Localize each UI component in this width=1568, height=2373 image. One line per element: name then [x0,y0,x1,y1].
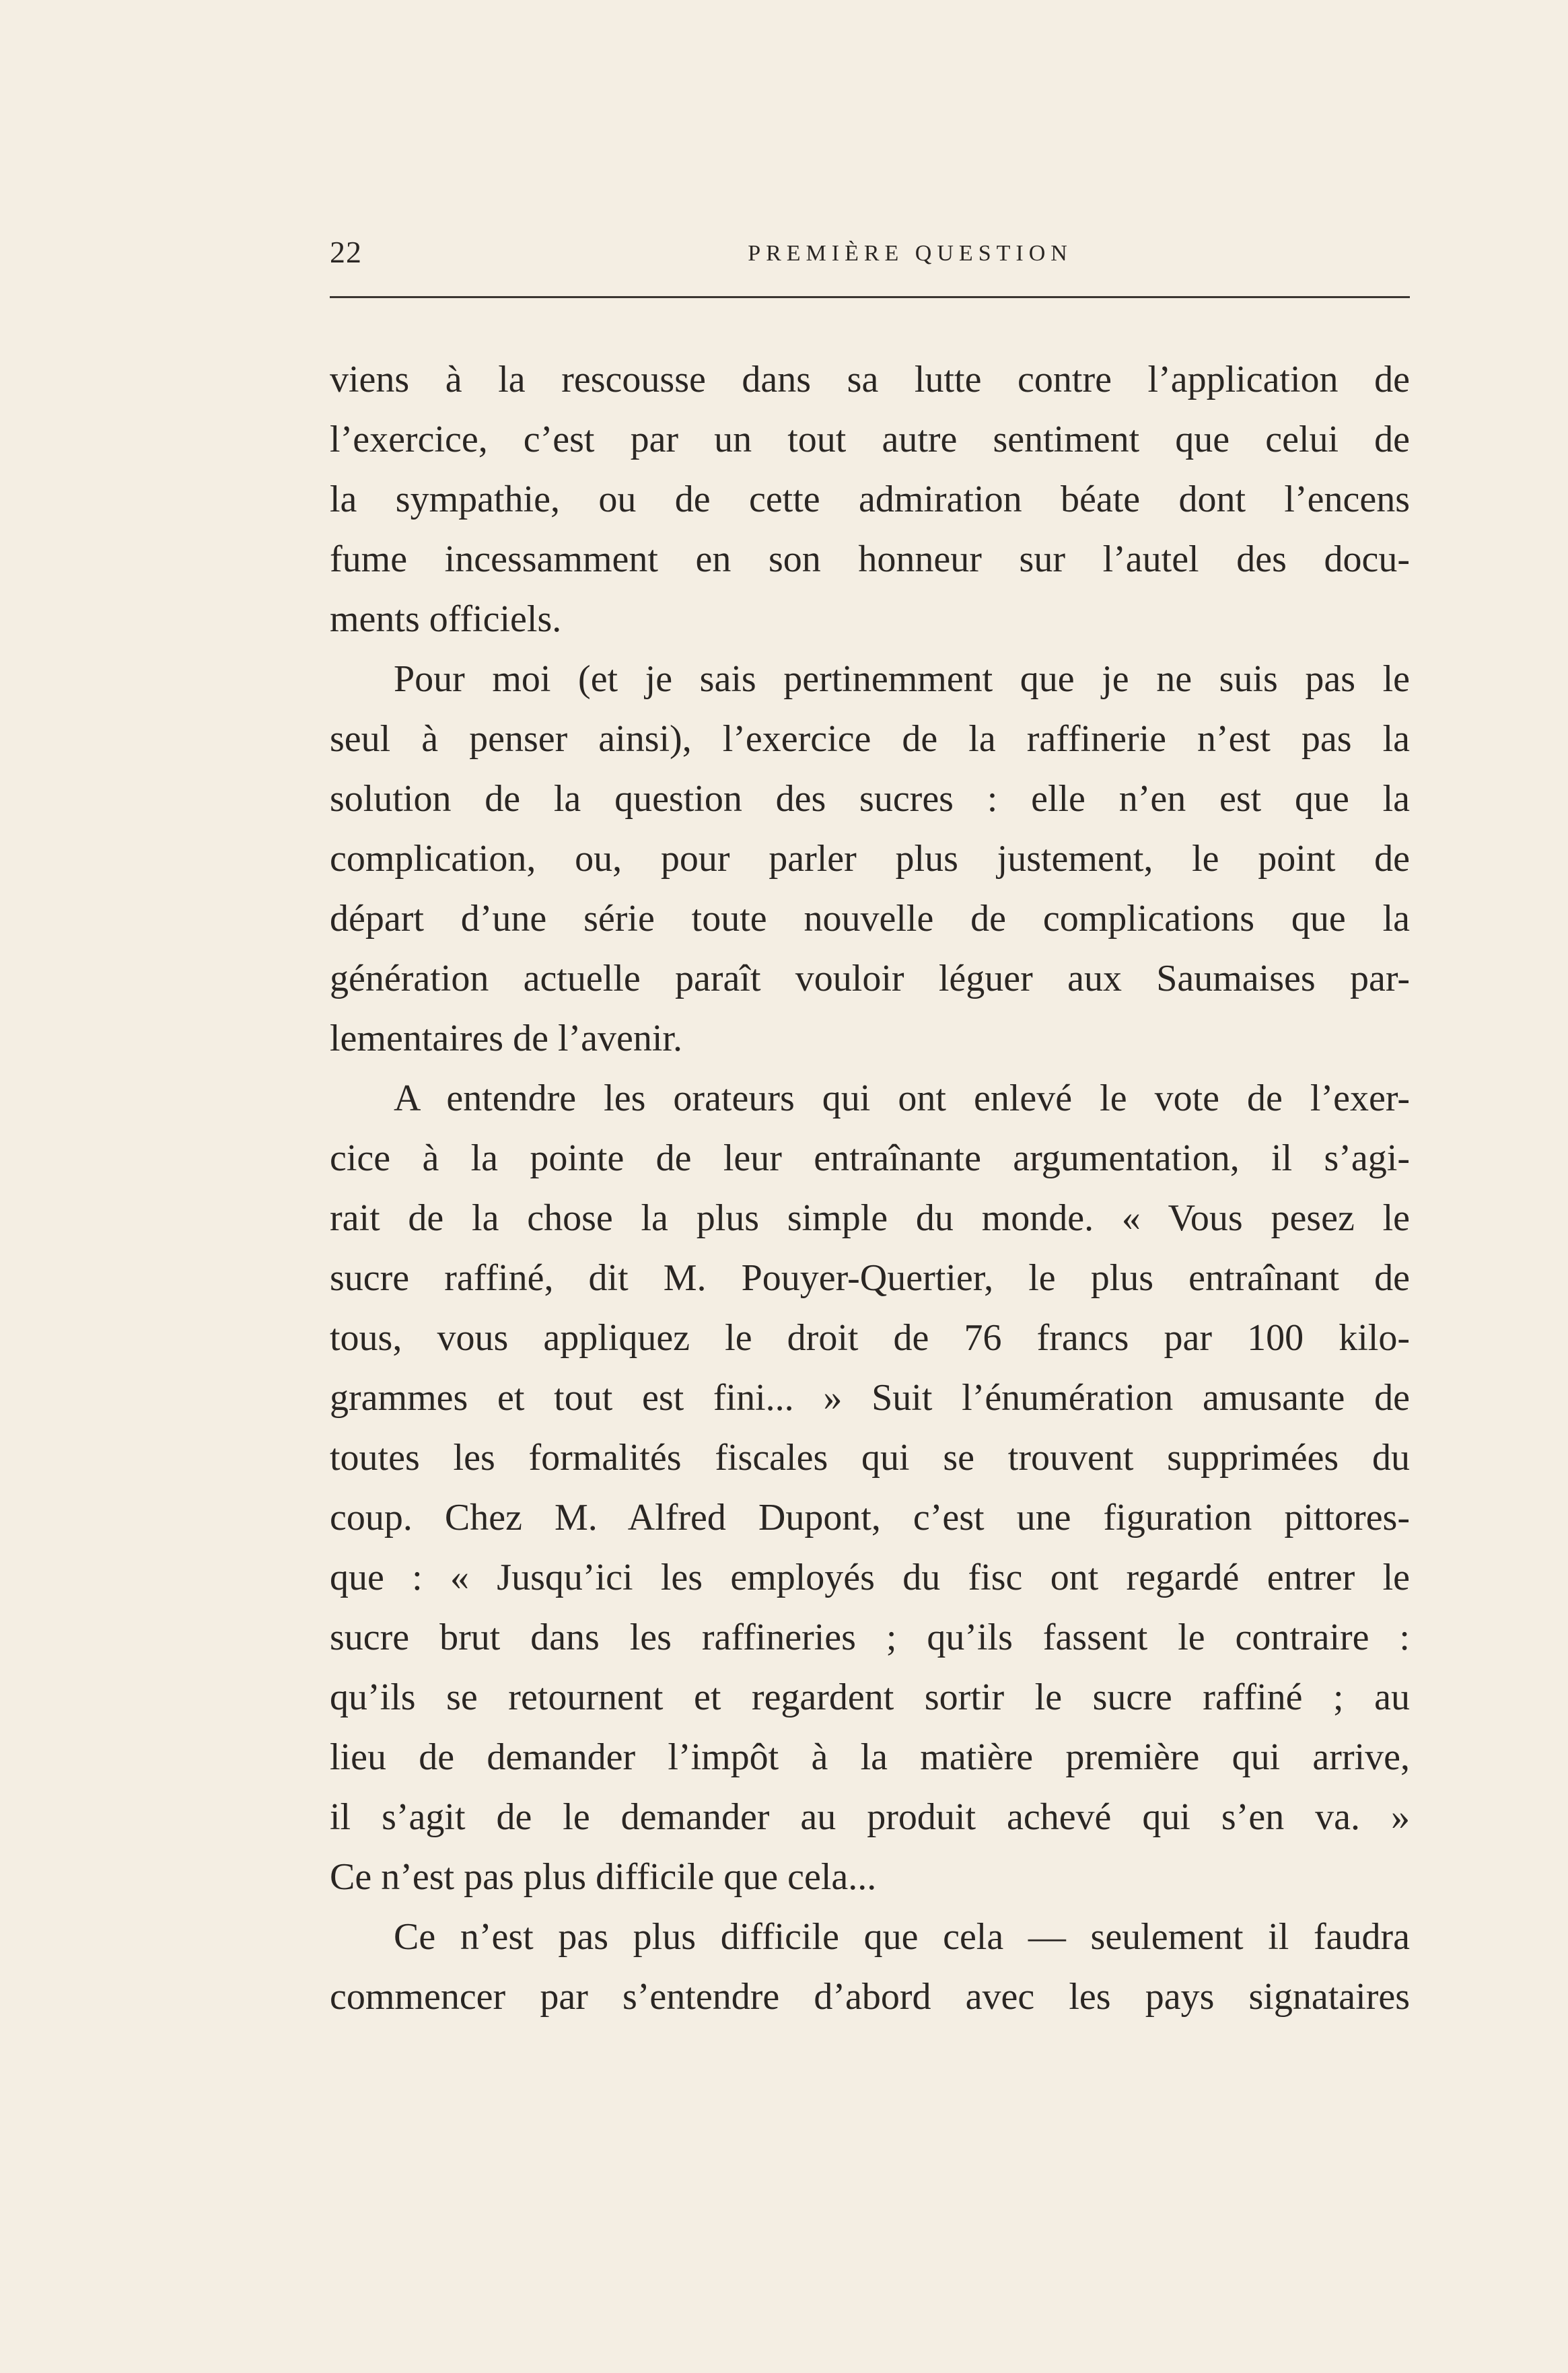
text-line: génération actuelle paraît vouloir léguer aux Saumaises par- [330,958,1410,999]
header-rule [330,296,1410,298]
text-line: fume incessamment en son honneur sur l’autel des docu- [330,538,1410,580]
text-line: complication, ou, pour parler plus justement, le point de [330,838,1410,880]
text-line: qu’ils se retournent et regardent sortir le sucre raffiné ; au [330,1676,1410,1718]
text-line: seul à penser ainsi), l’exercice de la raffinerie n’est pas la [330,718,1410,760]
text-line: que : « Jusqu’ici les employés du fisc ont regardé entrer le [330,1557,1410,1598]
page-header [330,232,1410,273]
text-line: Pour moi (et je sais pertinemment que je ne suis pas le [394,658,1410,700]
text-line: viens à la rescousse dans sa lutte contre l’application de [330,359,1410,400]
text-line: commencer par s’entendre d’abord avec les pays signataires [330,1976,1410,2018]
page-number: 22 [330,235,362,269]
text-line: toutes les formalités fiscales qui se trouvent supprimées du [330,1437,1410,1479]
text-line: sucre brut dans les raffineries ; qu’ils fassent le contraire : [330,1617,1410,1658]
text-line: lementaires de l’avenir. [330,1018,682,1059]
text-line: grammes et tout est fini... » Suit l’énumération amusante de [330,1377,1410,1419]
text-line: départ d’une série toute nouvelle de complications que la [330,898,1410,940]
text-line: tous, vous appliquez le droit de 76 francs par 100 kilo- [330,1317,1410,1359]
text-line: l’exercice, c’est par un tout autre sentiment que celui de [330,419,1410,460]
text-line: Ce n’est pas plus difficile que cela — seulement il faudra [394,1916,1410,1958]
text-line: cice à la pointe de leur entraînante argumentation, il s’agi- [330,1137,1410,1179]
text-line: lieu de demander l’impôt à la matière première qui arrive, [330,1736,1410,1778]
running-title: PREMIÈRE QUESTION [748,241,1073,266]
text-line: rait de la chose la plus simple du monde. « Vous pesez le [330,1197,1410,1239]
text-line: il s’agit de le demander au produit achevé qui s’en va. » [330,1796,1410,1838]
body-text [330,350,1410,2027]
text-line: ments officiels. [330,598,562,640]
text-line: sucre raffiné, dit M. Pouyer-Quertier, le plus entraînant de [330,1257,1410,1299]
text-line: la sympathie, ou de cette admiration béate dont l’encens [330,479,1410,520]
text-line: Ce n’est pas plus difficile que cela... [330,1856,877,1898]
text-line: coup. Chez M. Alfred Dupont, c’est une figuration pittores- [330,1497,1410,1538]
text-line: solution de la question des sucres : elle n’en est que la [330,778,1410,820]
text-line: A entendre les orateurs qui ont enlevé le vote de l’exer- [394,1077,1410,1119]
